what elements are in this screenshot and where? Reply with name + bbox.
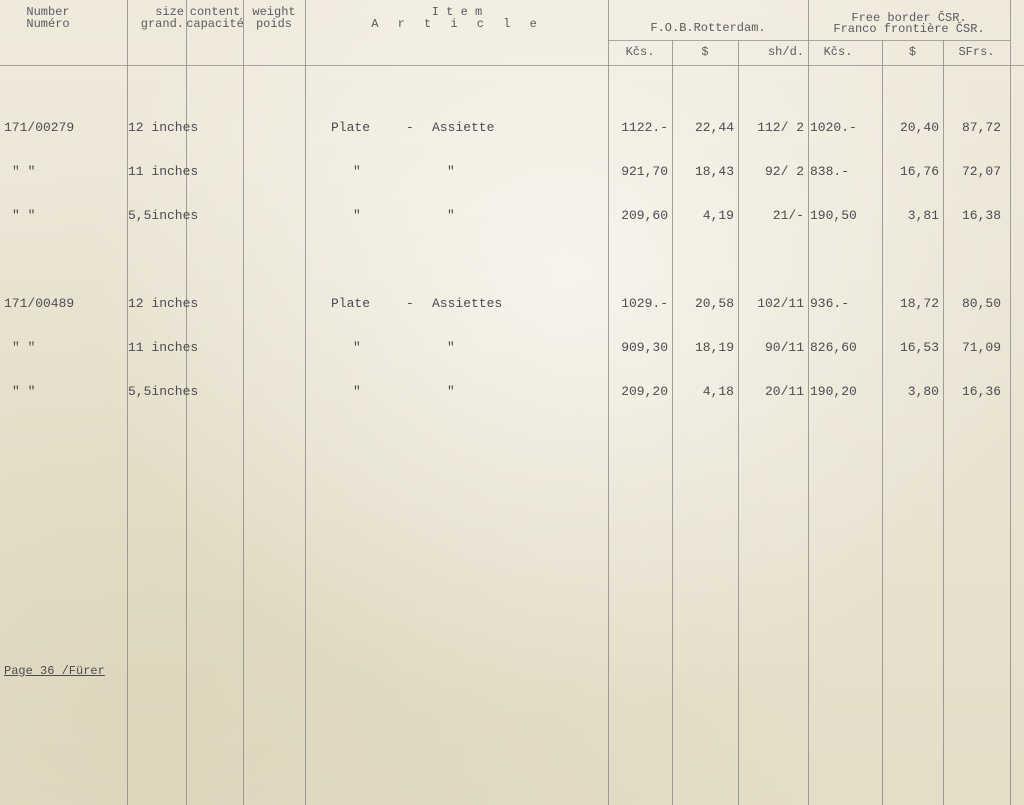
header-fob-kcs: Kčs. (625, 45, 655, 59)
cell-fb-usd: 20,40 (899, 120, 939, 135)
cell-fb-kcs: 190,50 (810, 208, 857, 223)
header-fob: F.O.B.Rotterdam. (650, 21, 766, 35)
cell-fb-sfrs: 16,36 (961, 384, 1001, 399)
cell-number: 171/00279 (4, 120, 75, 135)
cell-fob-shd: 102/11 (757, 296, 804, 311)
cell-number: 171/00489 (4, 296, 75, 311)
cell-fb-usd: 16,53 (899, 340, 939, 355)
cell-item-fr: " (447, 340, 455, 355)
cell-fb-sfrs: 87,72 (961, 120, 1001, 135)
cell-item: " (353, 208, 361, 223)
cell-item-fr: " (447, 384, 455, 399)
header-poids: poids (255, 17, 292, 31)
column-rule (305, 0, 306, 805)
cell-fb-usd: 3,81 (907, 208, 939, 223)
column-rule (243, 0, 244, 805)
cell-number: " " (12, 340, 36, 355)
cell-number: " " (12, 164, 36, 179)
column-rule (943, 40, 944, 805)
cell-fob-shd: 92/ 2 (764, 164, 804, 179)
cell-size: 11 inches (128, 164, 199, 179)
cell-fob-kcs: 1122.- (621, 120, 668, 135)
cell-item-fr: Assiettes (432, 296, 503, 311)
header-fb-kcs: Kčs. (823, 45, 853, 59)
header-content: content (189, 5, 241, 19)
cell-fob-kcs: 209,60 (621, 208, 668, 223)
header-grand: grand. (140, 17, 184, 31)
page-reference: Page 36 /Fürer (4, 664, 105, 678)
cell-size: 5,5inches (128, 384, 199, 399)
cell-fob-shd: 112/ 2 (757, 120, 804, 135)
header-fob-usd: $ (701, 45, 709, 59)
cell-fb-kcs: 838.- (810, 164, 850, 179)
column-rule (738, 40, 739, 805)
cell-fb-kcs: 936.- (810, 296, 850, 311)
header-capacite: capacité (186, 17, 244, 31)
cell-size: 12 inches (128, 120, 199, 135)
cell-fob-usd: 20,58 (694, 296, 734, 311)
cell-fb-usd: 3,80 (907, 384, 939, 399)
cell-item: " (353, 340, 361, 355)
cell-item-fr: " (447, 208, 455, 223)
cell-fob-usd: 18,43 (694, 164, 734, 179)
cell-fb-sfrs: 72,07 (961, 164, 1001, 179)
cell-fob-usd: 22,44 (694, 120, 734, 135)
header-free-border-en: Free border ČSR. (851, 11, 967, 25)
cell-fob-kcs: 209,20 (621, 384, 668, 399)
cell-fob-shd: 21/- (772, 208, 804, 223)
cell-item-fr: " (447, 164, 455, 179)
cell-fob-shd: 20/11 (764, 384, 804, 399)
cell-item: " (353, 164, 361, 179)
cell-fb-sfrs: 71,09 (961, 340, 1001, 355)
header-size: size (155, 5, 184, 19)
header-rule (0, 65, 1024, 66)
column-rule (808, 0, 809, 805)
cell-dash: - (406, 296, 414, 311)
cell-size: 11 inches (128, 340, 199, 355)
cell-fb-sfrs: 80,50 (961, 296, 1001, 311)
header-item-fr: A r t i c l e (371, 17, 543, 31)
cell-fob-kcs: 921,70 (621, 164, 668, 179)
column-rule (882, 40, 883, 805)
cell-item: Plate (331, 296, 371, 311)
cell-size: 5,5inches (128, 208, 199, 223)
cell-fb-usd: 16,76 (899, 164, 939, 179)
header-number-fr: Numéro (26, 17, 70, 31)
cell-fob-kcs: 1029.- (621, 296, 668, 311)
cell-fob-usd: 18,19 (694, 340, 734, 355)
cell-fob-usd: 4,18 (702, 384, 734, 399)
cell-item: Plate (331, 120, 371, 135)
header-free-border-fr: Franco frontière ČSR. (833, 22, 985, 36)
column-rule (1010, 0, 1011, 805)
subheader-rule (608, 40, 1010, 41)
cell-fob-usd: 4,19 (702, 208, 734, 223)
cell-fb-kcs: 1020.- (810, 120, 857, 135)
header-weight: weight (252, 5, 296, 19)
cell-size: 12 inches (128, 296, 199, 311)
cell-fob-shd: 90/11 (764, 340, 804, 355)
header-fb-sfrs: SFrs. (958, 45, 995, 59)
cell-fb-usd: 18,72 (899, 296, 939, 311)
cell-dash: - (406, 120, 414, 135)
header-item-en: I t e m (431, 5, 483, 19)
cell-fb-kcs: 190,20 (810, 384, 857, 399)
column-rule (672, 40, 673, 805)
cell-number: " " (12, 384, 36, 399)
header-fb-usd: $ (908, 45, 917, 59)
cell-fb-sfrs: 16,38 (961, 208, 1001, 223)
header-number-en: Number (26, 5, 70, 19)
cell-item: " (353, 384, 361, 399)
cell-item-fr: Assiette (432, 120, 495, 135)
cell-fob-kcs: 909,30 (621, 340, 668, 355)
cell-fb-kcs: 826,60 (810, 340, 857, 355)
header-fob-shd: sh/d. (767, 45, 804, 59)
cell-number: " " (12, 208, 36, 223)
